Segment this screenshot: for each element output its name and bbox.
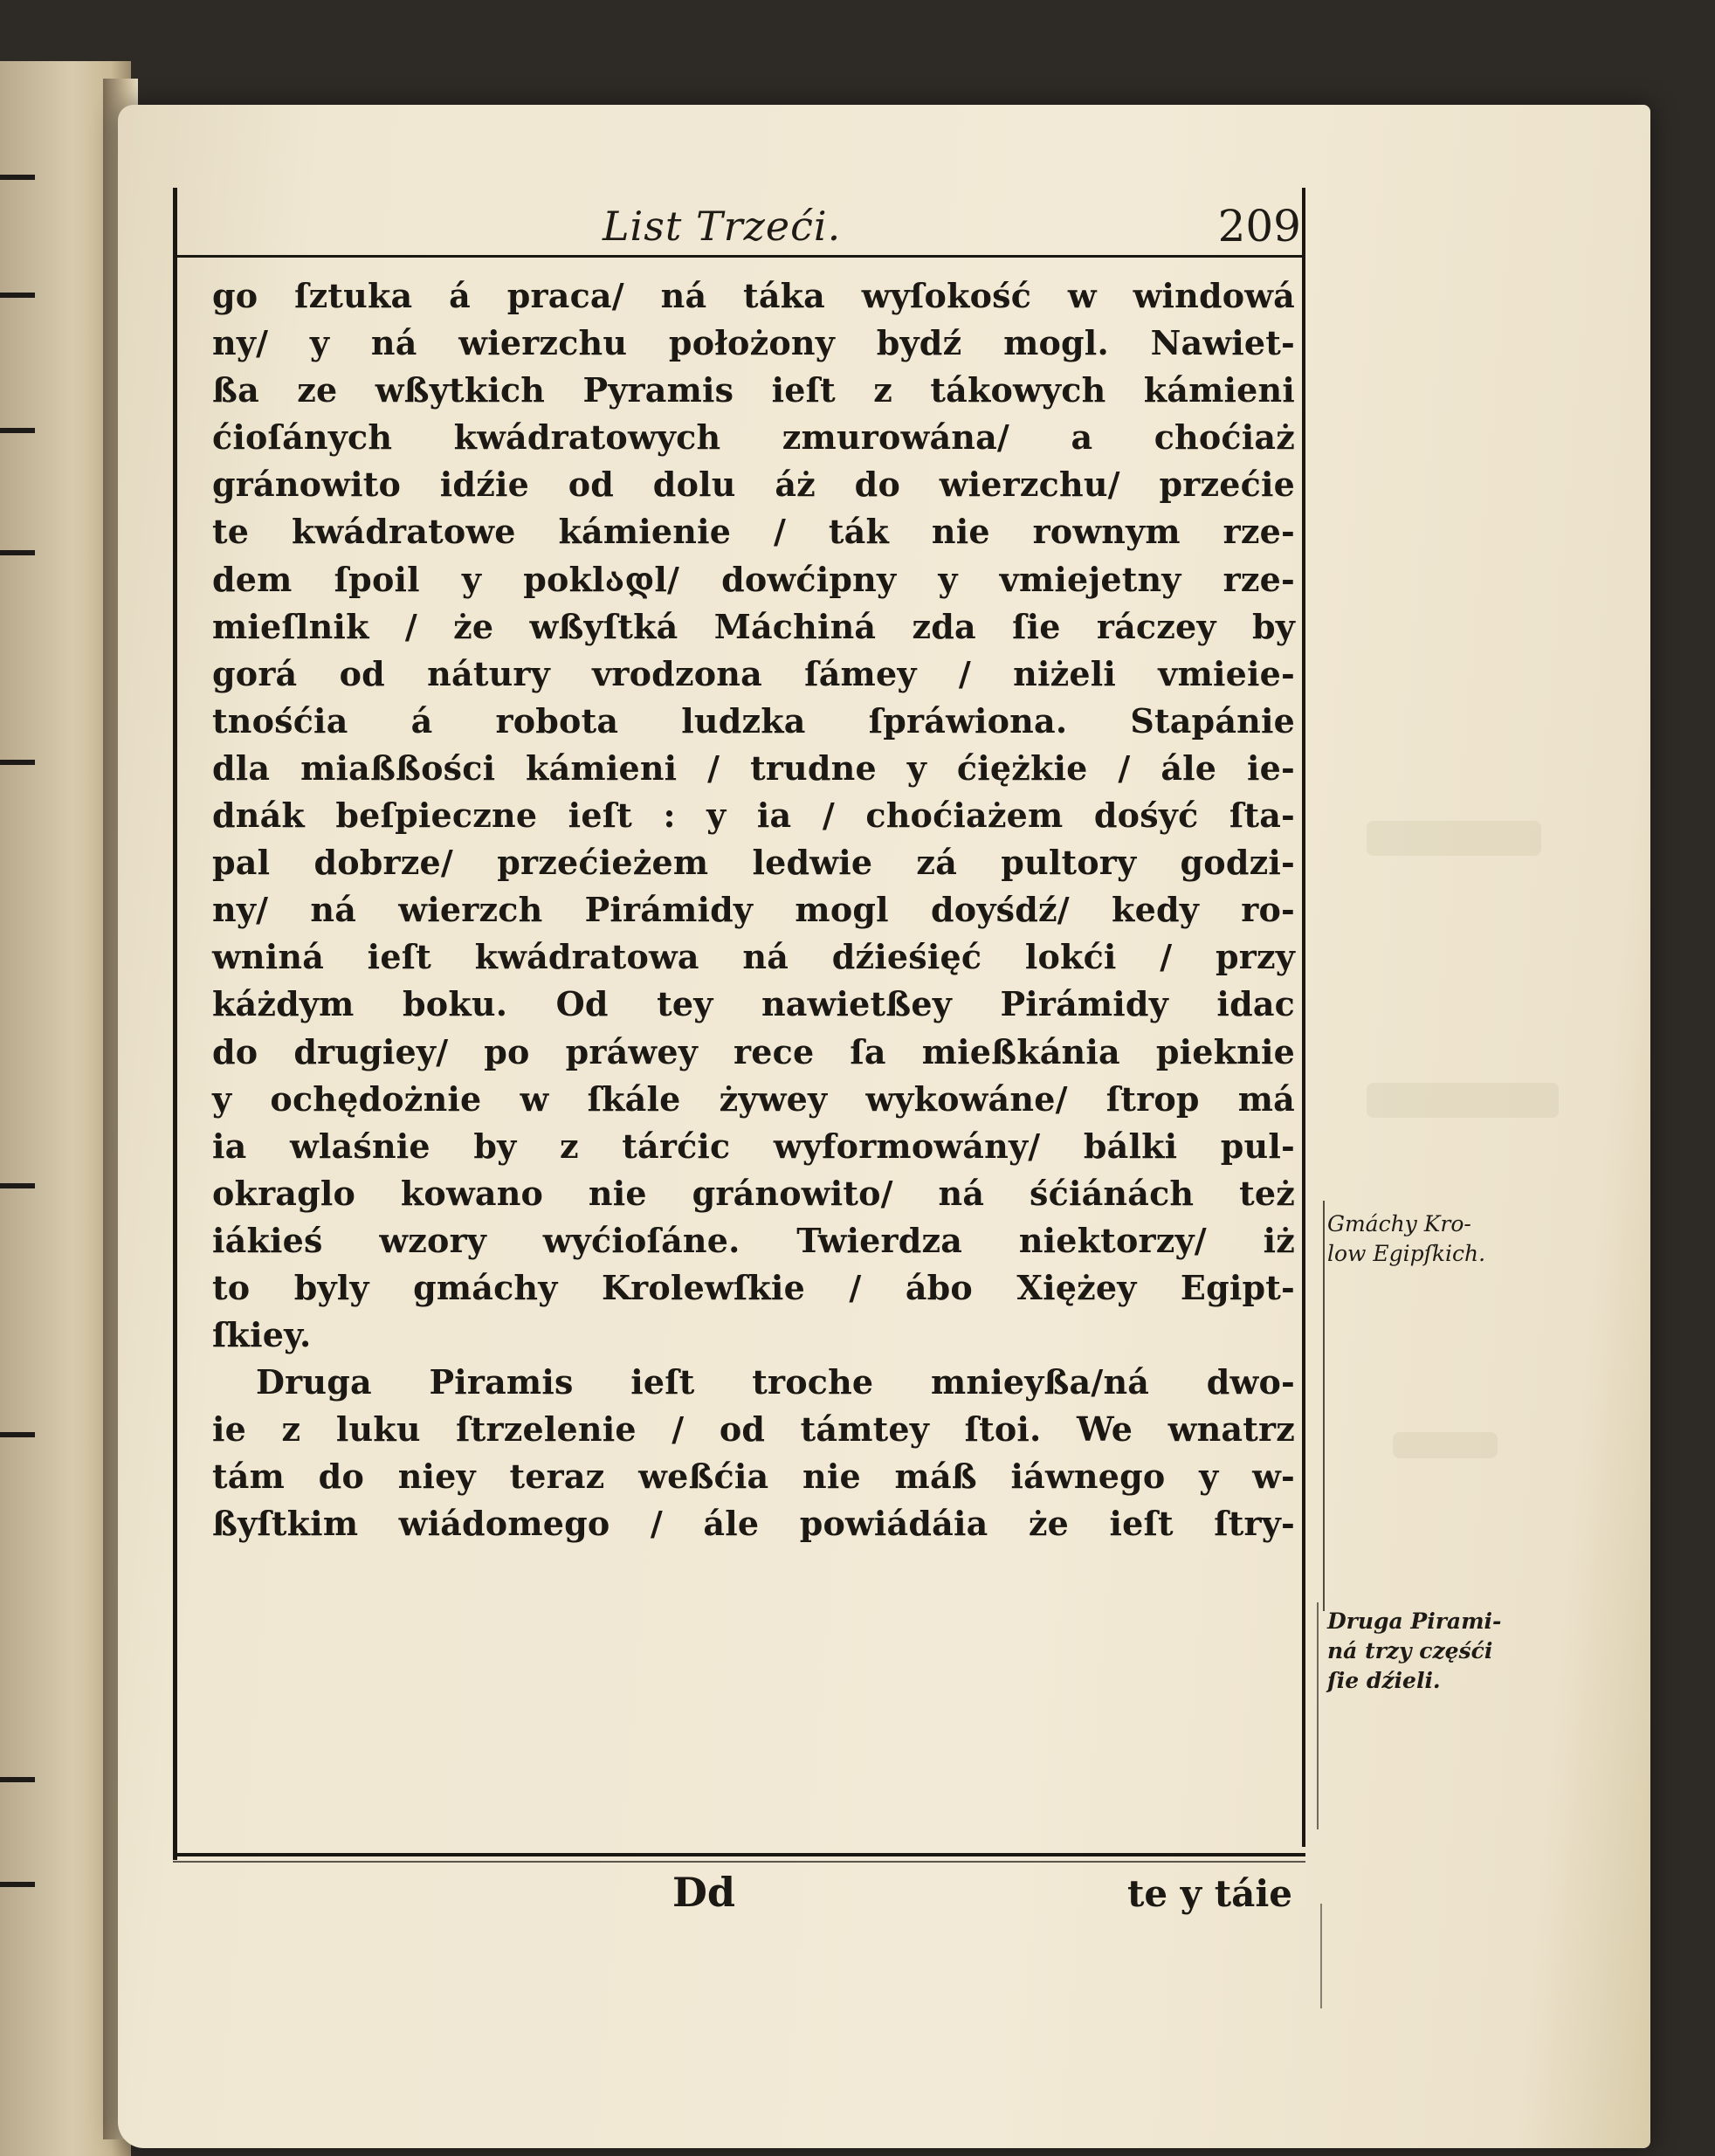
catchword-row <box>183 1869 1301 1930</box>
marginal-note-line: ſie dźieli. <box>1327 1668 1441 1693</box>
running-title: List Trzeći. <box>603 203 842 250</box>
page-number: 209 <box>1217 201 1301 251</box>
text-line: ia wlaśnie by z tárćic wyformowány/ bálki pul- <box>212 1126 1295 1166</box>
marginal-note-line: Gmáchy Kro- <box>1327 1211 1471 1236</box>
text-line: pal dobrze/ przećieżem ledwie zá pultory godzi- <box>212 843 1295 883</box>
marginal-note-line: ná trzy częśći <box>1327 1638 1493 1663</box>
text-line: go ſztuka á praca/ ná táka wyſokość w windowá <box>212 276 1295 315</box>
text-line: te kwádratowe kámienie / ták nie rownym rze- <box>212 512 1295 552</box>
text-line: ćioſánych kwádratowych zmurowána/ a choćiaż <box>212 417 1295 458</box>
text-line: tám do niey teraz weßćia nie máß iáwnego y w- <box>212 1457 1295 1497</box>
frame-rule-right <box>1302 188 1305 1847</box>
text-line: okraglo kowano nie gránowito/ ná śćiánách też <box>212 1173 1295 1213</box>
text-line: gránowito idźie od dolu áż do wierzchu/ przećie <box>212 465 1295 505</box>
body-text <box>212 272 1295 1548</box>
frame-rule-bottom-secondary <box>173 1861 1305 1863</box>
text-line: do drugiey/ po práwey rece ſa mießkánia pieknie <box>212 1031 1295 1071</box>
text-line: mieſlnik / że wßyſtká Máchiná zda ſie ráczey by <box>212 606 1295 646</box>
text-line: dla miaßßości kámieni / trudne y ćiężkie / ále ie- <box>212 747 1295 788</box>
text-line: ſkiey. <box>212 1315 312 1355</box>
marginal-note <box>1327 1607 1501 1696</box>
catchword: te y táie <box>1126 1872 1292 1915</box>
text-line: gorá od nátury vrodzona ſámey / niżeli vmieie- <box>212 653 1295 693</box>
margin-rule <box>1323 1201 1325 1611</box>
text-line: ie z luku ſtrzelenie / od támtey ſtoi. We wnatrz <box>212 1409 1295 1450</box>
marginal-note <box>1327 1209 1485 1269</box>
text-line: ny/ ná wierzch Pirámidy mogl doyśdź/ kedy ro- <box>212 890 1295 930</box>
margin-rule <box>1320 1904 1322 2008</box>
text-line: ßyſtkim wiádomego / ále powiádáia że ieſt ſtry- <box>212 1504 1295 1544</box>
text-line: ny/ y ná wierzchu położony bydź mogl. Nawiet- <box>212 323 1295 363</box>
frame-rule-top <box>173 255 1305 258</box>
margin-rule <box>1317 1602 1319 1829</box>
text-line: dem ſpoil y poklადl/ dowćipny y vmiejetny rze- <box>212 559 1295 599</box>
frame-rule-bottom <box>173 1853 1305 1856</box>
text-line: iákieś wzory wyćioſáne. Twierdza niektorzy/ iż <box>212 1220 1295 1260</box>
text-line: káżdym boku. Od tey nawietßey Pirámidy idac <box>212 984 1295 1024</box>
text-line: ßa ze wßytkich Pyramis ieſt z tákowych kámieni <box>212 370 1295 410</box>
text-line: dnák beſpieczne ieſt : y ia / choćiażem dośyć ſta- <box>212 796 1295 836</box>
frame-rule-left <box>173 188 177 1860</box>
text-line: to byly gmáchy Krolewſkie / ábo Xiężey Egipt- <box>212 1267 1295 1307</box>
marginal-note-line: Druga Pirami- <box>1327 1608 1502 1634</box>
running-head <box>183 201 1301 253</box>
signature-mark: Dd <box>672 1869 736 1916</box>
text-line: y ochędożnie w ſkále żywey wykowáne/ ſtrop má <box>212 1078 1295 1119</box>
text-line: Druga Piramis ieſt troche mnieyßa/ná dwo- <box>256 1362 1295 1402</box>
text-line: tnośćia á robota ludzka ſpráwiona. Stapánie <box>212 700 1295 740</box>
text-line: wniná ieſt kwádratowa ná dźieśięć lokći / przy <box>212 937 1295 977</box>
marginal-note-line: low Egipſkich. <box>1327 1241 1486 1266</box>
